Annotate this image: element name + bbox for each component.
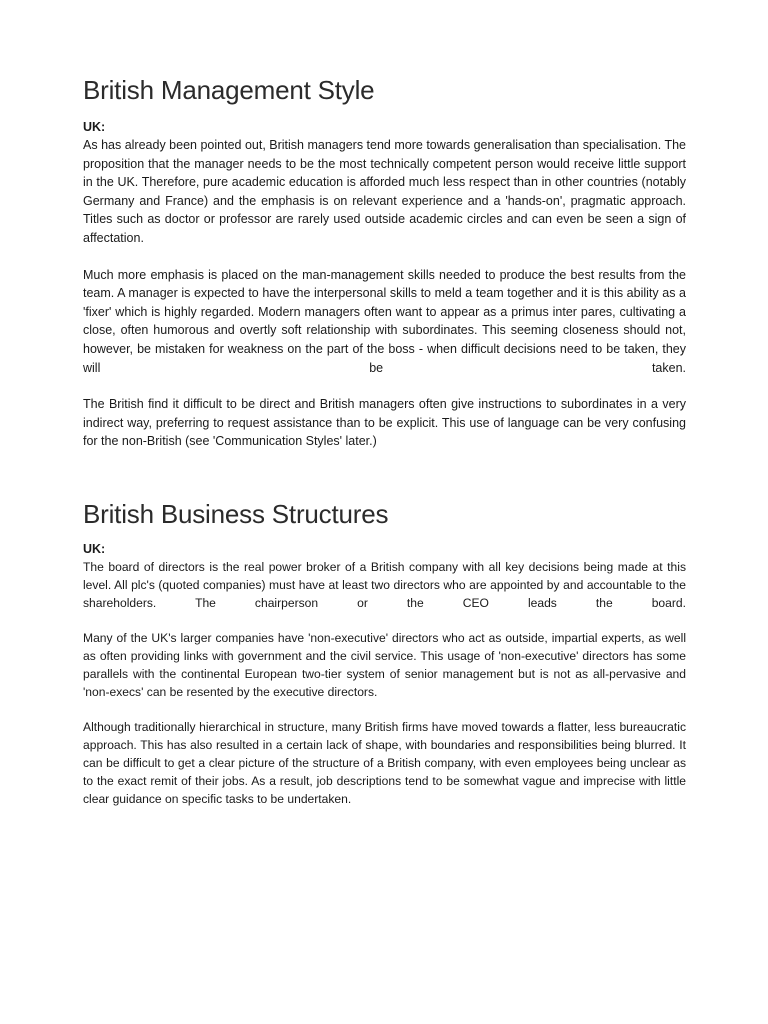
country-label: UK: — [83, 542, 106, 556]
country-label: UK: — [83, 120, 106, 134]
paragraph: Many of the UK's larger companies have 'non-executive' directors who act as outside, impartial experts, as well as often providing links with government and the civil service. This usage of 'non-executive' directors has some parallels with the continental European two-tier system of senior management but is not as all-pervasive and 'non-execs' can be resented by the executive directors. — [83, 631, 686, 699]
section-heading: British Management Style — [83, 75, 375, 105]
section-management-style — [83, 74, 686, 451]
paragraph: The British find it difficult to be direct and British managers often give instructions to subordinates in a very indirect way, preferring to request assistance than to be explicit. This use of language can be very confusing for the non-British (see 'Communication Styles' later.) — [83, 397, 686, 449]
section-business-structures — [83, 498, 686, 808]
paragraph: As has already been pointed out, British managers tend more towards generalisation than specialisation. The proposition that the manager needs to be the most technically competent person would receive little support in the UK. Therefore, pure academic education is afforded much less respect than in other countries (notably Germany and France) and the emphasis is on relevant experience and a 'hands-on', pragmatic approach. Titles such as doctor or professor are rarely used outside academic circles and can even be seen a sign of affectation. — [83, 138, 686, 245]
paragraph: The board of directors is the real power broker of a British company with all key decisions being made at this level. All plc's (quoted companies) must have at least two directors who are appointed by and accountable to the shareholders. The chairperson or the CEO leads the board. — [83, 560, 686, 610]
paragraph: Much more emphasis is placed on the man-management skills needed to produce the best results from the team. A manager is expected to have the interpersonal skills to meld a team together and it is this ability as a 'fixer' which is highly regarded. Modern managers often want to appear as a primus inter pares, cultivating a close, often humorous and overtly soft relationship with subordinates. This seeming closeness should not, however, be mistaken for weakness on the part of the boss - when difficult decisions need to be taken, they will be taken. — [83, 267, 686, 375]
section-heading: British Business Structures — [83, 499, 389, 529]
paragraph: Although traditionally hierarchical in structure, many British firms have moved towards a flatter, less bureaucratic approach. This has also resulted in a certain lack of shape, with boundaries and responsibilities being blurred. It can be difficult to get a clear picture of the structure of a British company, with even employees being unclear as to the exact remit of their jobs. As a result, job descriptions tend to be somewhat vague and imprecise with little clear guidance on specific tasks to be undertaken. — [83, 720, 686, 806]
